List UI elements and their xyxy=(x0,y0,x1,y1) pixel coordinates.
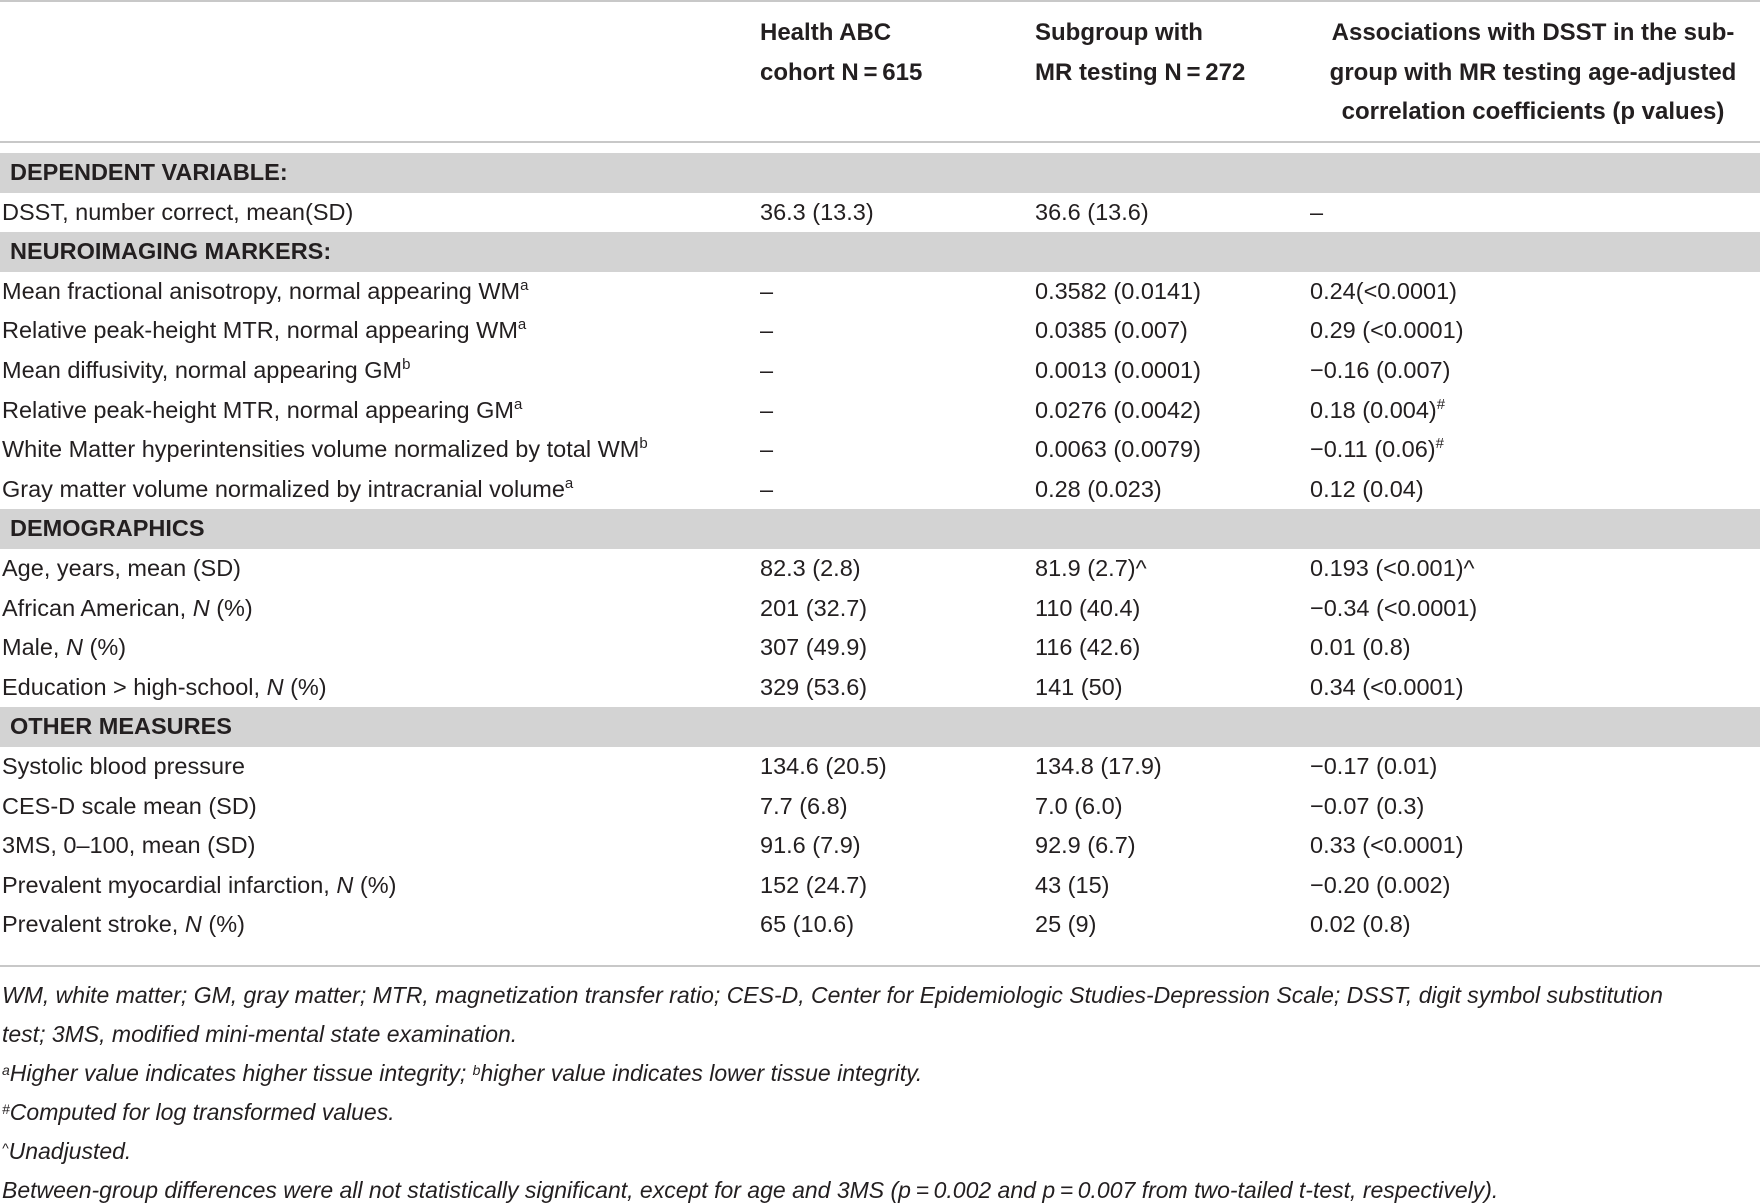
row-label-text: Systolic blood pressure xyxy=(2,753,245,779)
row-label xyxy=(2,589,253,629)
cell-c2 xyxy=(1035,549,1147,589)
row-label-text: Gray matter volume normalized by intracranial volume xyxy=(2,475,565,502)
cell-value: 152 (24.7) xyxy=(760,871,868,898)
cell-c1 xyxy=(760,866,867,906)
table-row xyxy=(0,391,1760,431)
cell-value: 0.0013 (0.0001) xyxy=(1035,357,1201,383)
cell-c3 xyxy=(1310,193,1323,233)
bottom-rule xyxy=(0,965,1760,967)
cell-c1 xyxy=(760,826,861,866)
row-label xyxy=(2,311,526,351)
header-col1-line1: Health ABC xyxy=(760,19,892,46)
cell-c2 xyxy=(1035,747,1162,787)
cell-value: 0.0276 (0.0042) xyxy=(1035,396,1201,423)
table-row xyxy=(0,549,1760,589)
cell-value: 82.3 (2.8) xyxy=(760,555,861,581)
cell-c1 xyxy=(760,747,887,787)
section-label xyxy=(10,232,331,272)
cell-c1 xyxy=(760,787,848,827)
cell-c3 xyxy=(1310,272,1457,312)
cell-value: 91.6 (7.9) xyxy=(760,832,861,859)
cell-value: 329 (53.6) xyxy=(760,673,868,700)
section-row xyxy=(0,232,1760,272)
row-label xyxy=(2,747,245,787)
section-row xyxy=(0,509,1760,549)
row-label xyxy=(2,430,648,470)
row-label-text: Male, xyxy=(2,634,66,661)
cell-c2 xyxy=(1035,787,1123,827)
row-label-text: NEUROIMAGING MARKERS: xyxy=(10,238,332,265)
row-label-text: DEMOGRAPHICS xyxy=(10,515,205,542)
table-row xyxy=(0,430,1760,470)
note-abbrev-line2: test; 3MS, modified mini-mental state examination. xyxy=(2,1021,518,1047)
cell-c3 xyxy=(1310,391,1445,431)
row-label-footnote-mark: b xyxy=(639,435,648,453)
cell-value: 116 (42.6) xyxy=(1035,634,1141,661)
row-label-text: Age, years, mean (SD) xyxy=(2,555,242,581)
row-label-italic: N xyxy=(184,911,202,938)
row-label-tail: (%) xyxy=(283,673,327,700)
cell-value: 7.0 (6.0) xyxy=(1035,792,1123,819)
row-label-text: 3MS, 0–100, mean (SD) xyxy=(2,832,256,859)
note-b: higher value indicates lower tissue integrity. xyxy=(480,1060,923,1086)
note-abbrev-line1: WM, white matter; GM, gray matter; MTR, magnetization transfer ratio; CES-D, Center for Epidemiologic Studies-Depression Scale; DSST, digit symbol substitution xyxy=(2,982,1663,1008)
header-col2 xyxy=(1035,13,1245,92)
cell-c1 xyxy=(760,430,773,470)
row-label-text: Mean fractional anisotropy, normal appearing WM xyxy=(2,277,521,304)
cell-c1 xyxy=(760,549,861,589)
cell-value: 65 (10.6) xyxy=(760,911,855,938)
row-label xyxy=(2,470,573,510)
cell-value: 110 (40.4) xyxy=(1035,594,1141,621)
row-label xyxy=(2,193,353,233)
row-label-tail: (%) xyxy=(353,871,397,898)
cell-c2 xyxy=(1035,826,1136,866)
cell-value: 201 (32.7) xyxy=(760,594,868,621)
header-col2-line1: Subgroup with xyxy=(1035,19,1203,46)
note-hash-mark: # xyxy=(2,1101,10,1117)
section-row xyxy=(0,707,1760,747)
header-col3-line3: correlation coefficients (p values) xyxy=(1341,98,1725,125)
row-label-text: Prevalent myocardial infarction, xyxy=(2,871,337,898)
cell-c3 xyxy=(1310,747,1437,787)
top-rule xyxy=(0,0,1760,2)
row-label xyxy=(2,628,126,668)
row-label-text: Relative peak-height MTR, normal appearing WM xyxy=(2,317,518,344)
cell-value: 0.0063 (0.0079) xyxy=(1035,436,1201,463)
cell-c3 xyxy=(1310,470,1424,510)
cell-value: – xyxy=(760,436,774,463)
cell-c1 xyxy=(760,193,874,233)
cell-value: −0.20 (0.002) xyxy=(1310,871,1451,898)
row-label-text: Mean diffusivity, normal appearing GM xyxy=(2,357,403,383)
cell-c3 xyxy=(1310,549,1475,589)
row-label-text: CES-D scale mean (SD) xyxy=(2,792,257,819)
cell-c2 xyxy=(1035,391,1201,431)
row-label-tail: (%) xyxy=(209,594,253,621)
row-label-footnote-mark: a xyxy=(564,474,574,492)
cell-value: 25 (9) xyxy=(1035,911,1097,938)
table-row xyxy=(0,311,1760,351)
cell-c3 xyxy=(1310,826,1464,866)
cell-value: 0.12 (0.04) xyxy=(1310,475,1424,502)
header-col3-line1: Associations with DSST in the sub- xyxy=(1331,19,1735,46)
cell-value: 134.6 (20.5) xyxy=(760,753,887,779)
cell-c1 xyxy=(760,589,867,629)
cell-value: 307 (49.9) xyxy=(760,634,868,661)
table-row xyxy=(0,470,1760,510)
cell-value: 0.193 (<0.001)^ xyxy=(1310,555,1475,581)
row-label xyxy=(2,351,410,391)
cell-value: 81.9 (2.7)^ xyxy=(1035,555,1147,581)
row-label-footnote-mark: a xyxy=(514,395,523,413)
row-label-text: White Matter hyperintensities volume normalized by total WM xyxy=(2,436,640,463)
row-label xyxy=(2,391,522,431)
cell-value: – xyxy=(760,357,774,383)
cell-value: – xyxy=(1310,198,1324,225)
cell-c2 xyxy=(1035,905,1096,945)
row-label-italic: N xyxy=(192,594,210,621)
table-row xyxy=(0,589,1760,629)
row-label xyxy=(2,668,327,708)
cell-c3 xyxy=(1310,866,1450,906)
cell-c2 xyxy=(1035,628,1140,668)
row-label-tail: (%) xyxy=(201,911,245,938)
note-b-mark: b xyxy=(472,1062,481,1078)
cell-value: 0.01 (0.8) xyxy=(1310,634,1411,661)
cell-c1 xyxy=(760,905,854,945)
row-label xyxy=(2,787,257,827)
header-col1 xyxy=(760,13,922,92)
row-label-tail: (%) xyxy=(82,634,127,661)
cell-c2 xyxy=(1035,589,1140,629)
note-caret-line xyxy=(2,1138,131,1165)
row-label-italic: N xyxy=(266,673,284,700)
cell-c3 xyxy=(1310,668,1464,708)
table-row xyxy=(0,787,1760,827)
cell-c2 xyxy=(1035,470,1162,510)
row-label xyxy=(2,866,396,906)
cell-c3 xyxy=(1310,430,1444,470)
header-col3 xyxy=(1308,13,1758,132)
cell-c2 xyxy=(1035,193,1149,233)
cell-c1 xyxy=(760,272,773,312)
row-label-footnote-mark: a xyxy=(517,316,527,334)
row-label-text: Prevalent stroke, xyxy=(2,911,185,938)
table-row xyxy=(0,747,1760,787)
cell-value: 141 (50) xyxy=(1035,673,1123,700)
header-col1-line2: cohort N = 615 xyxy=(760,58,923,86)
row-label-footnote-mark: b xyxy=(402,356,411,374)
row-label-text: DEPENDENT VARIABLE: xyxy=(10,159,288,185)
cell-c1 xyxy=(760,470,773,510)
cell-value: 0.33 (<0.0001) xyxy=(1310,832,1464,859)
header-col3-line2: group with MR testing age-adjusted xyxy=(1329,58,1737,86)
table-row xyxy=(0,351,1760,391)
cell-value: 0.0385 (0.007) xyxy=(1035,317,1188,344)
cell-value: 92.9 (6.7) xyxy=(1035,832,1136,859)
cell-c2 xyxy=(1035,866,1109,906)
cell-c3 xyxy=(1310,311,1464,351)
cell-value: 36.3 (13.3) xyxy=(760,198,874,225)
cell-value: 0.3582 (0.0141) xyxy=(1035,277,1201,304)
cell-c3 xyxy=(1310,905,1411,945)
cell-c3 xyxy=(1310,628,1411,668)
cell-footnote-mark: # xyxy=(1435,435,1444,453)
cell-value: 43 (15) xyxy=(1035,871,1110,898)
row-label-text: African American, xyxy=(2,594,193,621)
cell-value: 0.28 (0.023) xyxy=(1035,475,1162,502)
row-label-italic: N xyxy=(336,871,354,898)
header-col2-line2: MR testing N = 272 xyxy=(1035,58,1246,86)
row-label xyxy=(2,272,528,312)
cell-c2 xyxy=(1035,668,1123,708)
cell-c1 xyxy=(760,351,773,391)
section-label xyxy=(10,153,288,193)
cell-value: 0.34 (<0.0001) xyxy=(1310,673,1464,700)
cell-c2 xyxy=(1035,272,1201,312)
note-a-mark: a xyxy=(2,1062,10,1078)
row-label-footnote-mark: a xyxy=(520,276,529,294)
section-label xyxy=(10,509,205,549)
cell-value: −0.07 (0.3) xyxy=(1310,792,1425,819)
row-label xyxy=(2,826,255,866)
section-row xyxy=(0,153,1760,193)
note-hash-line xyxy=(2,1099,395,1126)
table-row xyxy=(0,826,1760,866)
cell-value: 0.02 (0.8) xyxy=(1310,911,1411,938)
row-label-italic: N xyxy=(66,634,83,661)
section-label xyxy=(10,707,232,747)
cell-footnote-mark: # xyxy=(1436,395,1446,413)
table-row xyxy=(0,866,1760,906)
cell-c2 xyxy=(1035,430,1201,470)
cell-value: – xyxy=(760,277,774,304)
cell-value: – xyxy=(760,317,774,344)
cell-c1 xyxy=(760,391,773,431)
cell-c1 xyxy=(760,311,773,351)
table-row xyxy=(0,272,1760,312)
cell-value: −0.11 (0.06) xyxy=(1310,436,1436,463)
cell-value: 36.6 (13.6) xyxy=(1035,198,1149,225)
cell-value: 134.8 (17.9) xyxy=(1035,753,1162,779)
cell-c2 xyxy=(1035,311,1188,351)
header-rule xyxy=(0,141,1760,143)
table-row xyxy=(0,193,1760,233)
row-label xyxy=(2,905,245,945)
cell-c2 xyxy=(1035,351,1201,391)
cell-c1 xyxy=(760,668,867,708)
row-label-text: OTHER MEASURES xyxy=(10,713,232,740)
cell-value: 0.18 (0.004) xyxy=(1310,396,1437,423)
note-caret-mark: ^ xyxy=(2,1140,9,1156)
table-row xyxy=(0,905,1760,945)
cell-c3 xyxy=(1310,589,1477,629)
cell-value: 0.24(<0.0001) xyxy=(1310,277,1457,304)
note-between: Between-group differences were all not statistically significant, except for age and 3MS (p = 0.002 and p = 0.007 from two-tailed t-test, respectively). xyxy=(2,1177,1499,1203)
cell-value: – xyxy=(760,475,774,502)
row-label-text: DSST, number correct, mean(SD) xyxy=(2,198,354,225)
note-a: Higher value indicates higher tissue integrity; xyxy=(9,1060,473,1086)
cell-c3 xyxy=(1310,787,1424,827)
cell-value: 7.7 (6.8) xyxy=(760,792,848,819)
cell-value: – xyxy=(760,396,774,423)
cell-c3 xyxy=(1310,351,1450,391)
table-row xyxy=(0,628,1760,668)
row-label xyxy=(2,549,241,589)
cell-c1 xyxy=(760,628,867,668)
note-superscripts xyxy=(2,1060,922,1087)
row-label-text: Relative peak-height MTR, normal appearing GM xyxy=(2,396,515,423)
cell-value: −0.16 (0.007) xyxy=(1310,357,1451,383)
cell-value: −0.17 (0.01) xyxy=(1310,753,1438,779)
row-label-text: Education > high-school, xyxy=(2,673,267,700)
note-hash: Computed for log transformed values. xyxy=(9,1099,395,1125)
table-row xyxy=(0,668,1760,708)
note-caret: Unadjusted. xyxy=(8,1138,132,1164)
cell-value: 0.29 (<0.0001) xyxy=(1310,317,1464,344)
cell-value: −0.34 (<0.0001) xyxy=(1310,594,1478,621)
